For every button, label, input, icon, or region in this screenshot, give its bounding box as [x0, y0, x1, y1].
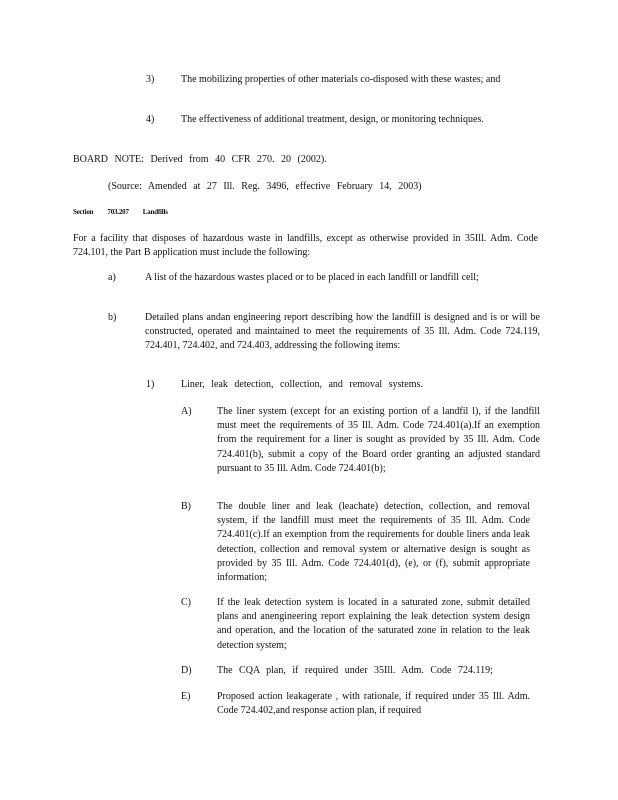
item-B-text: The double liner and leak (leachate) detection, collection, and removal system, if the landfill must meet the requirements of 35 Ill. Adm. Code 724.401(c).If an exemption from the requirements for double liners anda leak detection, collection and removal system or alternative design is sought as provided by 35 Ill. Adm. Code 724.401(d), (e), or (f), submit appropriate information; [217, 501, 530, 584]
intro-paragraph: For a facility that disposes of hazardous waste in landfills, except as otherwise provided in 35Ill. Adm. Code 724.101, the Part B application must include the following: [73, 233, 538, 259]
item-A-number: A) [181, 406, 192, 417]
section-label: Section [73, 208, 94, 216]
section-heading [73, 208, 182, 216]
item-3-number: 3) [146, 74, 155, 85]
item-E-number: E) [181, 691, 191, 702]
item-b1-text: Liner, leak detection, collection, and removal systems. [181, 379, 423, 390]
item-4-text: The effectiveness of additional treatment, design, or monitoring techniques. [181, 114, 484, 125]
section-title: Landfills [142, 208, 168, 216]
item-b-text: Detailed plans andan engineering report describing how the landfill is designed and is or will be constructed, operated and maintained to meet the requirements of 35 Ill. Adm. Code 724.119, 724.401, 724.402, and 724.403, addressing the following items: [145, 312, 540, 352]
item-C-text: If the leak detection system is located in a saturated zone, submit detailed plans and anengineering report explaining the leak detection system design and operation, and the location of the saturated zone in relation to the leak detection system; [217, 597, 530, 651]
item-4-number: 4) [146, 114, 155, 125]
item-a-number: a) [108, 272, 116, 283]
item-D-number: D) [181, 665, 192, 676]
item-b-number: b) [108, 312, 117, 323]
item-a-text: A list of the hazardous wastes placed or to be placed in each landfill or landfill cell; [145, 272, 479, 283]
item-E-text: Proposed action leakagerate , with rationale, if required under 35 Ill. Adm. Code 724.402,and response action plan, if required [217, 691, 530, 717]
section-number: 703.207 [107, 208, 129, 216]
item-C-number: C) [181, 597, 191, 608]
item-b1-number: 1) [146, 379, 155, 390]
item-3-text: The mobilizing properties of other materials co-disposed with these wastes; and [181, 74, 501, 85]
source-note: (Source: Amended at 27 Ill. Reg. 3496, effective February 14, 2003) [108, 181, 422, 192]
board-note: BOARD NOTE: Derived from 40 CFR 270. 20 (2002). [73, 154, 327, 165]
item-B-number: B) [181, 501, 191, 512]
item-D-text: The CQA plan, if required under 35Ill. Adm. Code 724.119; [217, 665, 493, 676]
item-A-text: The liner system (except for an existing portion of a landfil l), if the landfill must meet the requirements of 35 Ill. Adm. Code 724.401(a).If an exemption from the requirement for a liner is sought as provided by 35 Ill. Adm. Code 724.401(b), submit a copy of the Board order granting an adjusted standard pursuant to 35 Ill. Adm. Code 724.401(b); [217, 406, 540, 474]
